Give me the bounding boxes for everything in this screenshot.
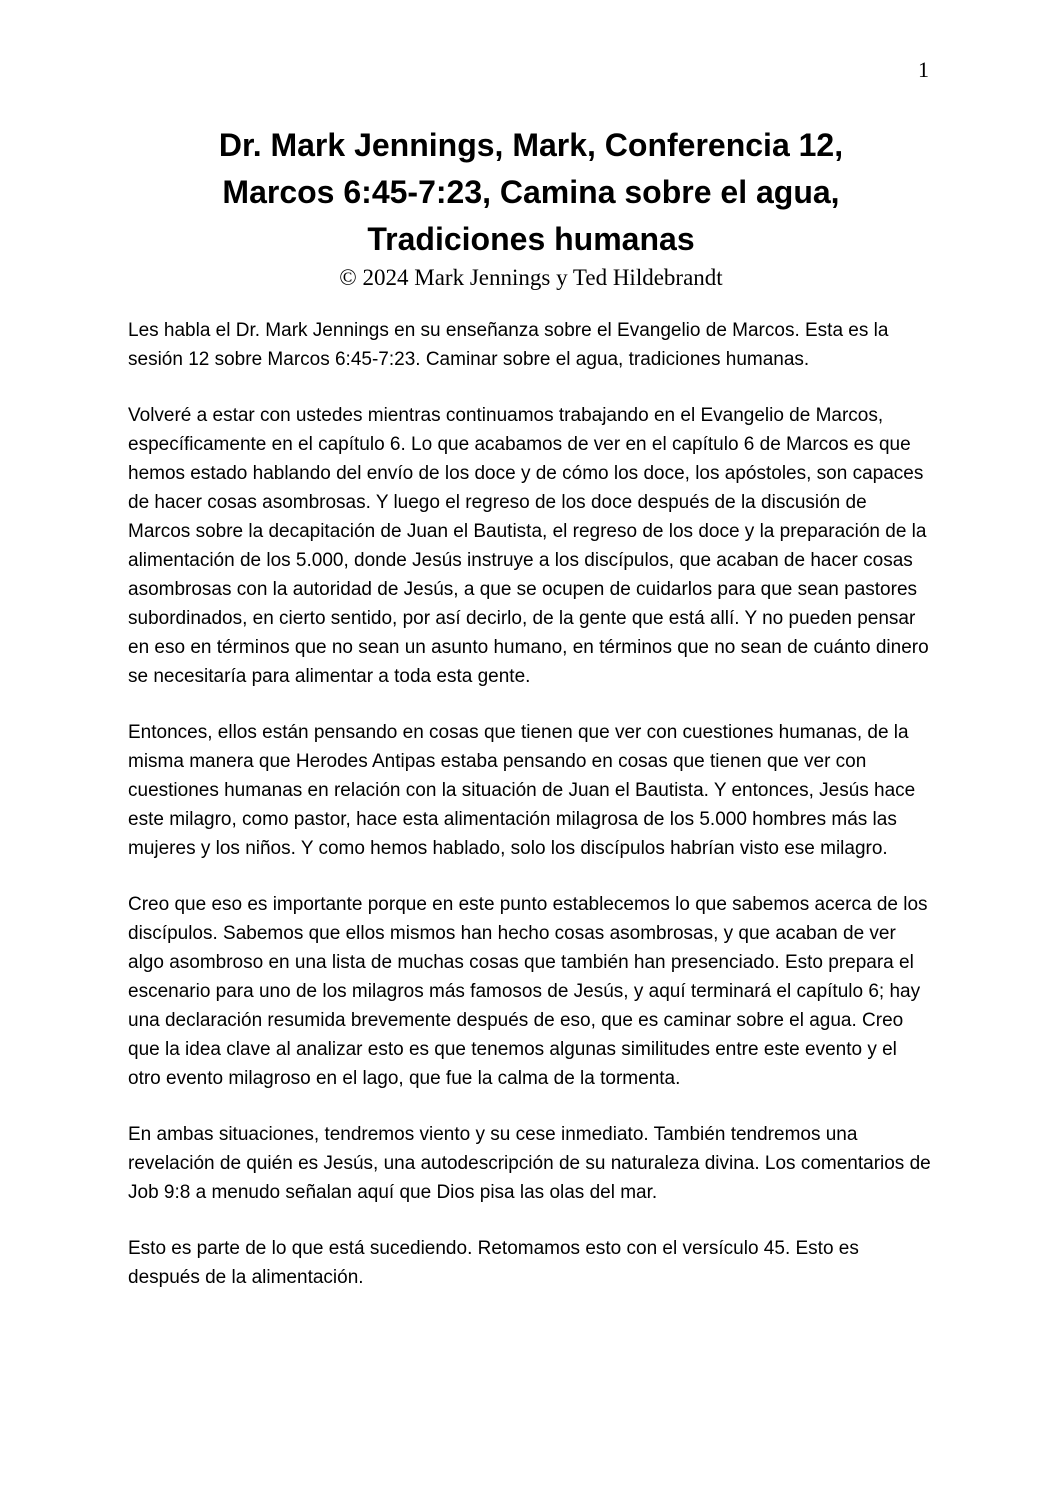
title-line-3: Tradiciones humanas [367, 221, 695, 257]
page-content [128, 122, 934, 1292]
page-number: 1 [918, 57, 929, 82]
paragraph-both-situations: En ambas situaciones, tendremos viento y su cese inmediato. También tendremos una revelación de quién es Jesús, una autodescripción de su naturaleza divina. Los comentarios de Job 9:8 a menudo señalan aquí que Dios pisa las olas del mar. [128, 1124, 931, 1203]
paragraph-human-matters: Entonces, ellos están pensando en cosas que tienen que ver con cuestiones humanas, de la misma manera que Herodes Antipas estaba pensando en cosas que tienen que ver con cuestiones humanas en relación con la situación de Juan el Bautista. Y entonces, Jesús hace este milagro, como pastor, hace esta alimentación milagrosa de los 5.000 hombres más las mujeres y los niños. Y como hemos hablado, solo los discípulos habrían visto ese milagro. [128, 722, 916, 859]
copyright-byline: © 2024 Mark Jennings y Ted Hildebrandt [339, 265, 723, 290]
paragraph-disciples-setup: Creo que eso es importante porque en este punto establecemos lo que sabemos acerca de los discípulos. Sabemos que ellos mismos han hecho cosas asombrosas, y que acaban de ver algo asombroso en una lista de muchas cosas que también han presenciado. Esto prepara el escenario para uno de los milagros más famosos de Jesús, y aquí terminará el capítulo 6; hay una declaración resumida brevemente después de eso, que es caminar sobre el agua. Creo que la idea clave al analizar esto es que tenemos algunas similitudes entre este evento y el otro evento milagroso en el lago, que fue la calma de la tormenta. [128, 894, 928, 1089]
paragraph-chapter6-overview: Volveré a estar con ustedes mientras continuamos trabajando en el Evangelio de Marcos, específicamente en el capítulo 6. Lo que acabamos de ver en el capítulo 6 de Marcos es que hemos estado hablando del envío de los doce y de cómo los doce, los apóstoles, son capaces de hacer cosas asombrosas. Y luego el regreso de los doce después de la discusión de Marcos sobre la decapitación de Juan el Bautista, el regreso de los doce y la preparación de la alimentación de los 5.000, donde Jesús instruye a los discípulos, que acaban de hacer cosas asombrosas con la autoridad de Jesús, a que se ocupen de cuidarlos para que sean pastores subordinados, en cierto sentido, por así decirlo, de la gente que está allí. Y no pueden pensar en eso en términos que no sean un asunto humano, en términos que no sean de cuánto dinero se necesitaría para alimentar a toda esta gente. [128, 405, 929, 687]
title-line-1: Dr. Mark Jennings, Mark, Conferencia 12, [218, 127, 844, 163]
paragraph-verse-45: Esto es parte de lo que está sucediendo. Retomamos esto con el versículo 45. Esto es después de la alimentación. [128, 1238, 859, 1288]
document-title [128, 122, 934, 263]
title-line-2: Marcos 6:45-7:23, Camina sobre el agua, [222, 174, 840, 210]
paragraph-intro: Les habla el Dr. Mark Jennings en su enseñanza sobre el Evangelio de Marcos. Esta es la sesión 12 sobre Marcos 6:45-7:23. Caminar sobre el agua, tradiciones humanas. [128, 320, 889, 370]
